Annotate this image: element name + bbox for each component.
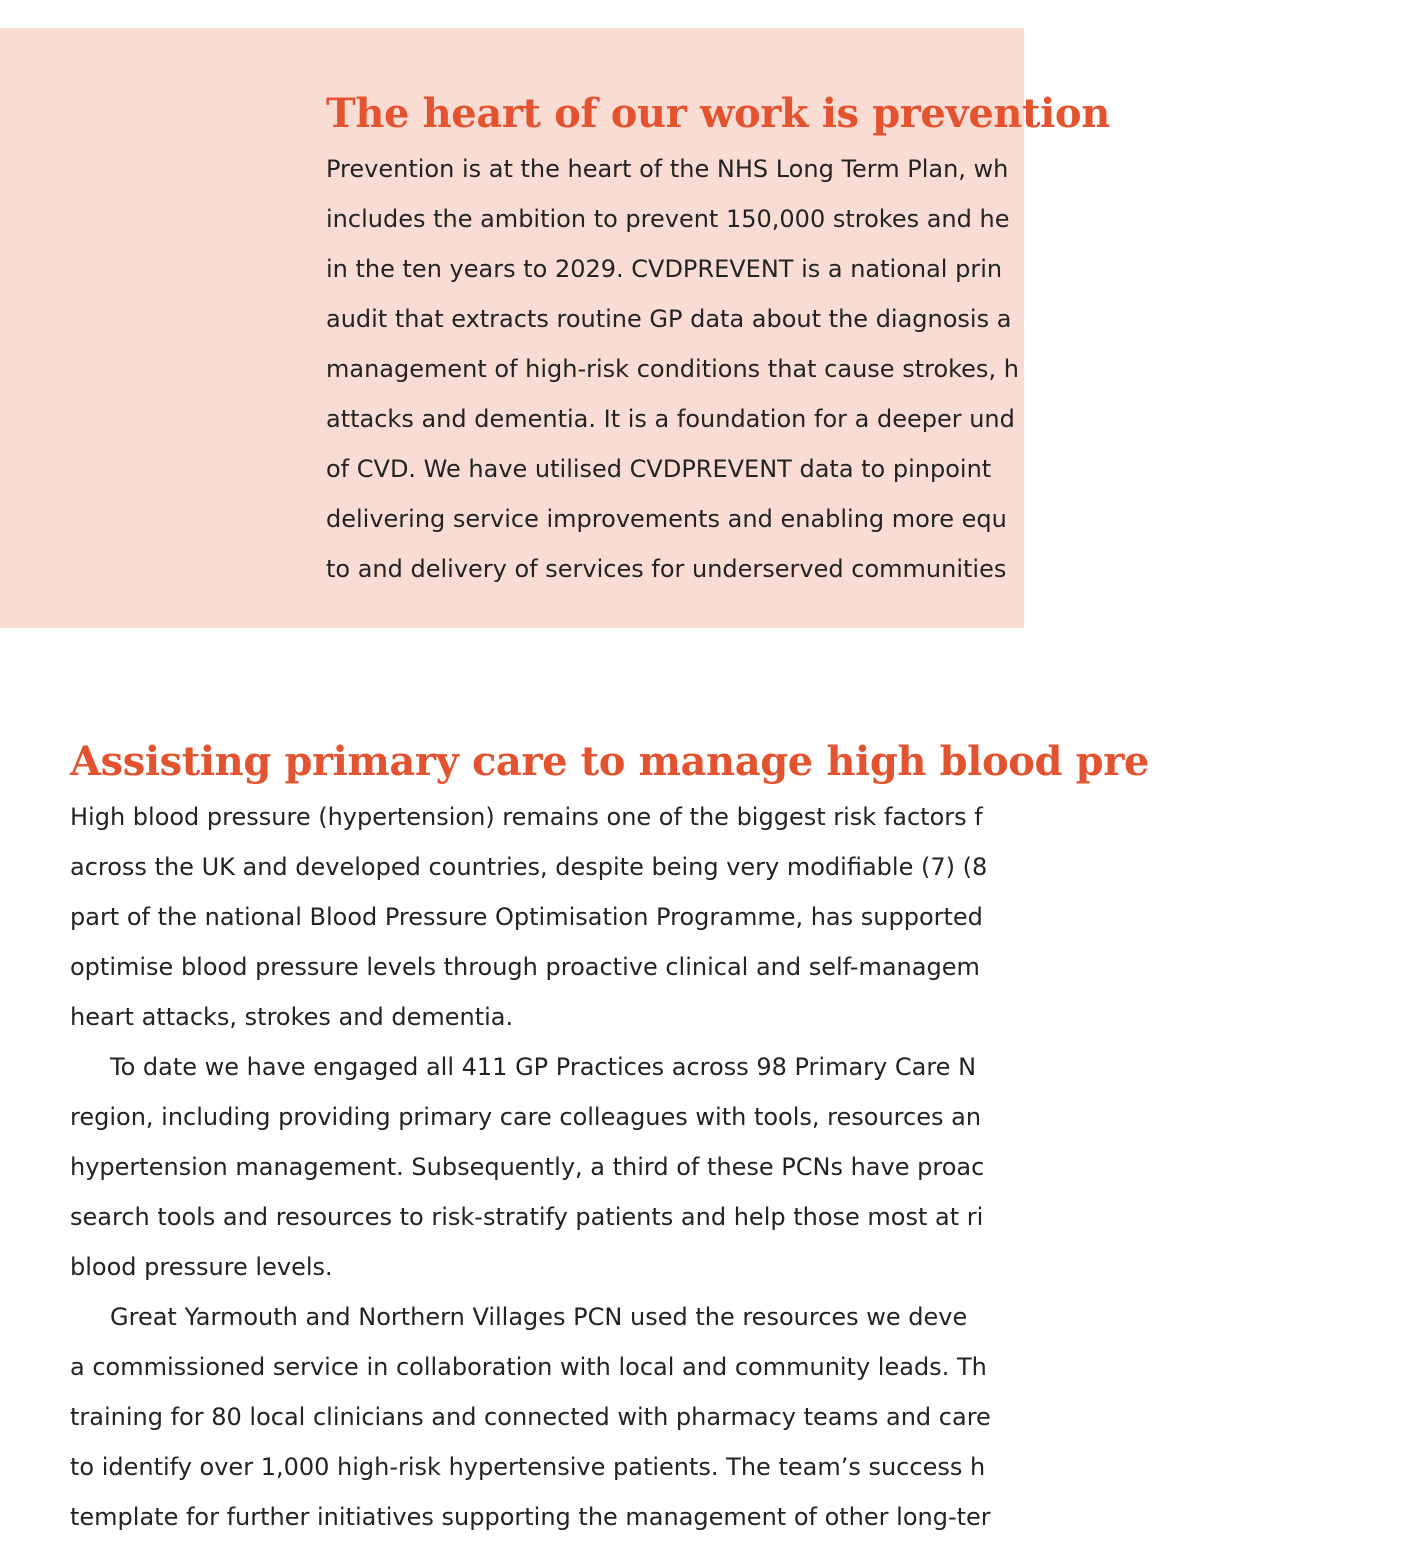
- paragraph-line: in the ten years to 2029. CVDPREVENT is a national prin: [326, 255, 1003, 283]
- paragraph-line: attacks and dementia. It is a foundation for a deeper und: [326, 405, 1015, 433]
- blood-pressure-section: [70, 732, 1270, 1542]
- paragraph-line: management of high-risk conditions that cause strokes, h: [326, 355, 1019, 383]
- paragraph-line: optimise blood pressure levels through proactive clinical and self-managem: [70, 953, 980, 981]
- prevention-callout-box: [0, 28, 1110, 628]
- prevention-paragraph: [326, 144, 1426, 594]
- paragraph-line: delivering service improvements and enabling more equ: [326, 505, 1007, 533]
- paragraph-line: template for further initiatives supporting the management of other long-ter: [70, 1503, 991, 1531]
- paragraph-line: blood pressure levels.: [70, 1253, 333, 1281]
- paragraph-line: heart attacks, strokes and dementia.: [70, 1003, 514, 1031]
- prevention-callout-content: [326, 84, 1426, 594]
- paragraph-line: Great Yarmouth and Northern Villages PCN used the resources we deve: [110, 1303, 968, 1331]
- paragraph-line: Prevention is at the heart of the NHS Long Term Plan, wh: [326, 155, 1009, 183]
- paragraph-line: hypertension management. Subsequently, a third of these PCNs have proac: [70, 1153, 985, 1181]
- section-heading: Assisting primary care to manage high blood pre: [70, 738, 1149, 785]
- paragraph-line: a commissioned service in collaboration with local and community leads. Th: [70, 1353, 987, 1381]
- paragraph-line: part of the national Blood Pressure Optimisation Programme, has supported: [70, 903, 983, 931]
- section-text: [70, 792, 1270, 1542]
- paragraph-line: includes the ambition to prevent 150,000 strokes and he: [326, 205, 1010, 233]
- paragraph-line: search tools and resources to risk-stratify patients and help those most at ri: [70, 1203, 984, 1231]
- paragraph-line: training for 80 local clinicians and connected with pharmacy teams and care: [70, 1403, 991, 1431]
- paragraph-line: to identify over 1,000 high-risk hypertensive patients. The team’s success h: [70, 1453, 986, 1481]
- paragraph-line: High blood pressure (hypertension) remains one of the biggest risk factors f: [70, 803, 983, 831]
- paragraph-line: audit that extracts routine GP data about the diagnosis a: [326, 305, 1012, 333]
- paragraph-line: To date we have engaged all 411 GP Practices across 98 Primary Care N: [110, 1053, 977, 1081]
- paragraph-line: of CVD. We have utilised CVDPREVENT data to pinpoint: [326, 455, 992, 483]
- prevention-heading: The heart of our work is prevention: [326, 90, 1110, 137]
- paragraph-line: across the UK and developed countries, despite being very modifiable (7) (8: [70, 853, 988, 881]
- paragraph-line: to and delivery of services for underserved communities: [326, 555, 1007, 583]
- paragraph-line: region, including providing primary care colleagues with tools, resources an: [70, 1103, 982, 1131]
